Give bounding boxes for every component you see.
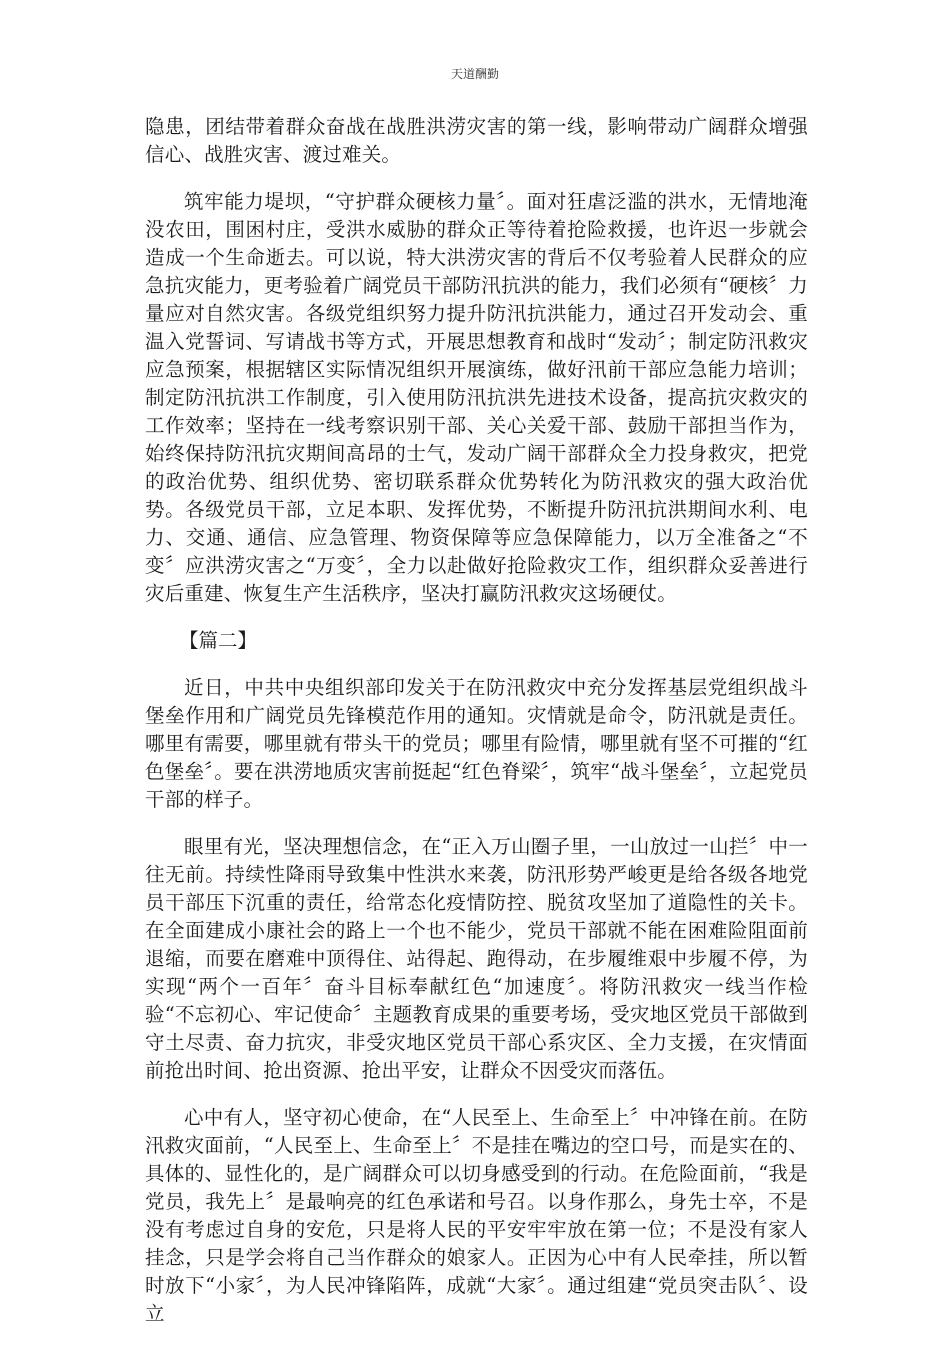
paragraph-4: 眼里有光，坚决理想信念，在“正入万山圈子里，一山放过一山拦〞中一往无前。持续性降雨导致集中性洪水来袭，防汛形势严峻更是给各级各地党员干部压下沉重的责任，给常态化疫情防控、脱贫攻坚加了道隐性的关卡。在全面建成小康社会的路上一个也不能少，党员干部就不能在困难险阻面前退缩，而要在磨难中顶得住、站得起、跑得动，在步履维艰中步履不停，为实现“两个一百年〞奋斗目标奉献红色“加速度〞。将防汛救灾一线当作检验“不忘初心、牢记使命〞主题教育成果的重要考场，受灾地区党员干部做到守土尽责、奋力抗灾，非受灾地区党员干部心系灾区、全力支援，在灾情面前抢出时间、抢出资源、抢出平安，让群众不因受灾而落伍。	[145, 835, 808, 1082]
paragraph-5: 心中有人，坚守初心使命，在“人民至上、生命至上〞中冲锋在前。在防汛救灾面前，“人民至上、生命至上〞不是挂在嘴边的空口号，而是实在的、具体的、显性化的，是广阔群众可以切身感受到的行动。在危险面前，“我是党员，我先上〞是最响亮的红色承诺和号召。以身作那么，身先士卒，不是没有考虑过自身的安危，只是将人民的平安牢牢放在第一位；不是没有家人挂念，只是学会将自己当作群众的娘家人。正因为心中有人民牵挂，所以暂时放下“小家〞，为人民冲锋陷阵，成就“大家〞。通过组建“党员突击队〞、设立	[145, 1106, 808, 1325]
document-body	[145, 113, 808, 1347]
paragraph-1: 隐患，团结带着群众奋战在战胜洪涝灾害的第一线，影响带动广阔群众增强信心、战胜灾害、渡过难关。	[145, 115, 808, 166]
paragraph-2: 筑牢能力堤坝，“守护群众硬核力量〞。面对狂虐泛滥的洪水，无情地淹没农田，围困村庄，受洪水威胁的群众正等待着抢险救援，也许迟一步就会造成一个生命逝去。可以说，特大洪涝灾害的背后不仅考验着人民群众的应急抗灾能力，更考验着广阔党员干部防汛抗洪的能力，我们必须有“硬核〞力量应对自然灾害。各级党组织努力提升防汛抗洪能力，通过召开发动会、重温入党誓词、写请战书等方式，开展思想教育和战时“发动〞；制定防汛救灾应急预案，根据辖区实际情况组织开展演练，做好汛前干部应急能力培训；制定防汛抗洪工作制度，引入使用防汛抗洪先进技术设备，提高抗灾救灾的工作效率；坚持在一线考察识别干部、关心关爱干部、鼓励干部担当作为，始终保持防汛抗灾期间高昂的士气，发动广阔干部群众全力投身救灾，把党的政治优势、组织优势、密切联系群众优势转化为防汛救灾的强大政治优势。各级党员干部，立足本职、发挥优势，不断提升防汛抗洪期间水利、电力、交通、通信、应急管理、物资保障等应急保障能力，以万全准备之“不变〞应洪涝灾害之“万变〞，全力以赴做好抢险救灾工作，组织群众妥善进行灾后重建、恢复生产生活秩序，坚决打赢防汛救灾这场硬仗。	[145, 190, 808, 605]
paragraph-3: 近日，中共中央组织部印发关于在防汛救灾中充分发挥基层党组织战斗堡垒作用和广阔党员先锋模范作用的通知。灾情就是命令，防汛就是责任。哪里有需要，哪里就有带头干的党员；哪里有险情，哪里就有坚不可摧的“红色堡垒〞。要在洪涝地质灾害前挺起“红色脊梁〞，筑牢“战斗堡垒〞，立起党员干部的样子。	[145, 676, 808, 811]
section-title: 【篇二】	[179, 629, 258, 652]
page-header: 天道酬勤	[450, 67, 499, 81]
